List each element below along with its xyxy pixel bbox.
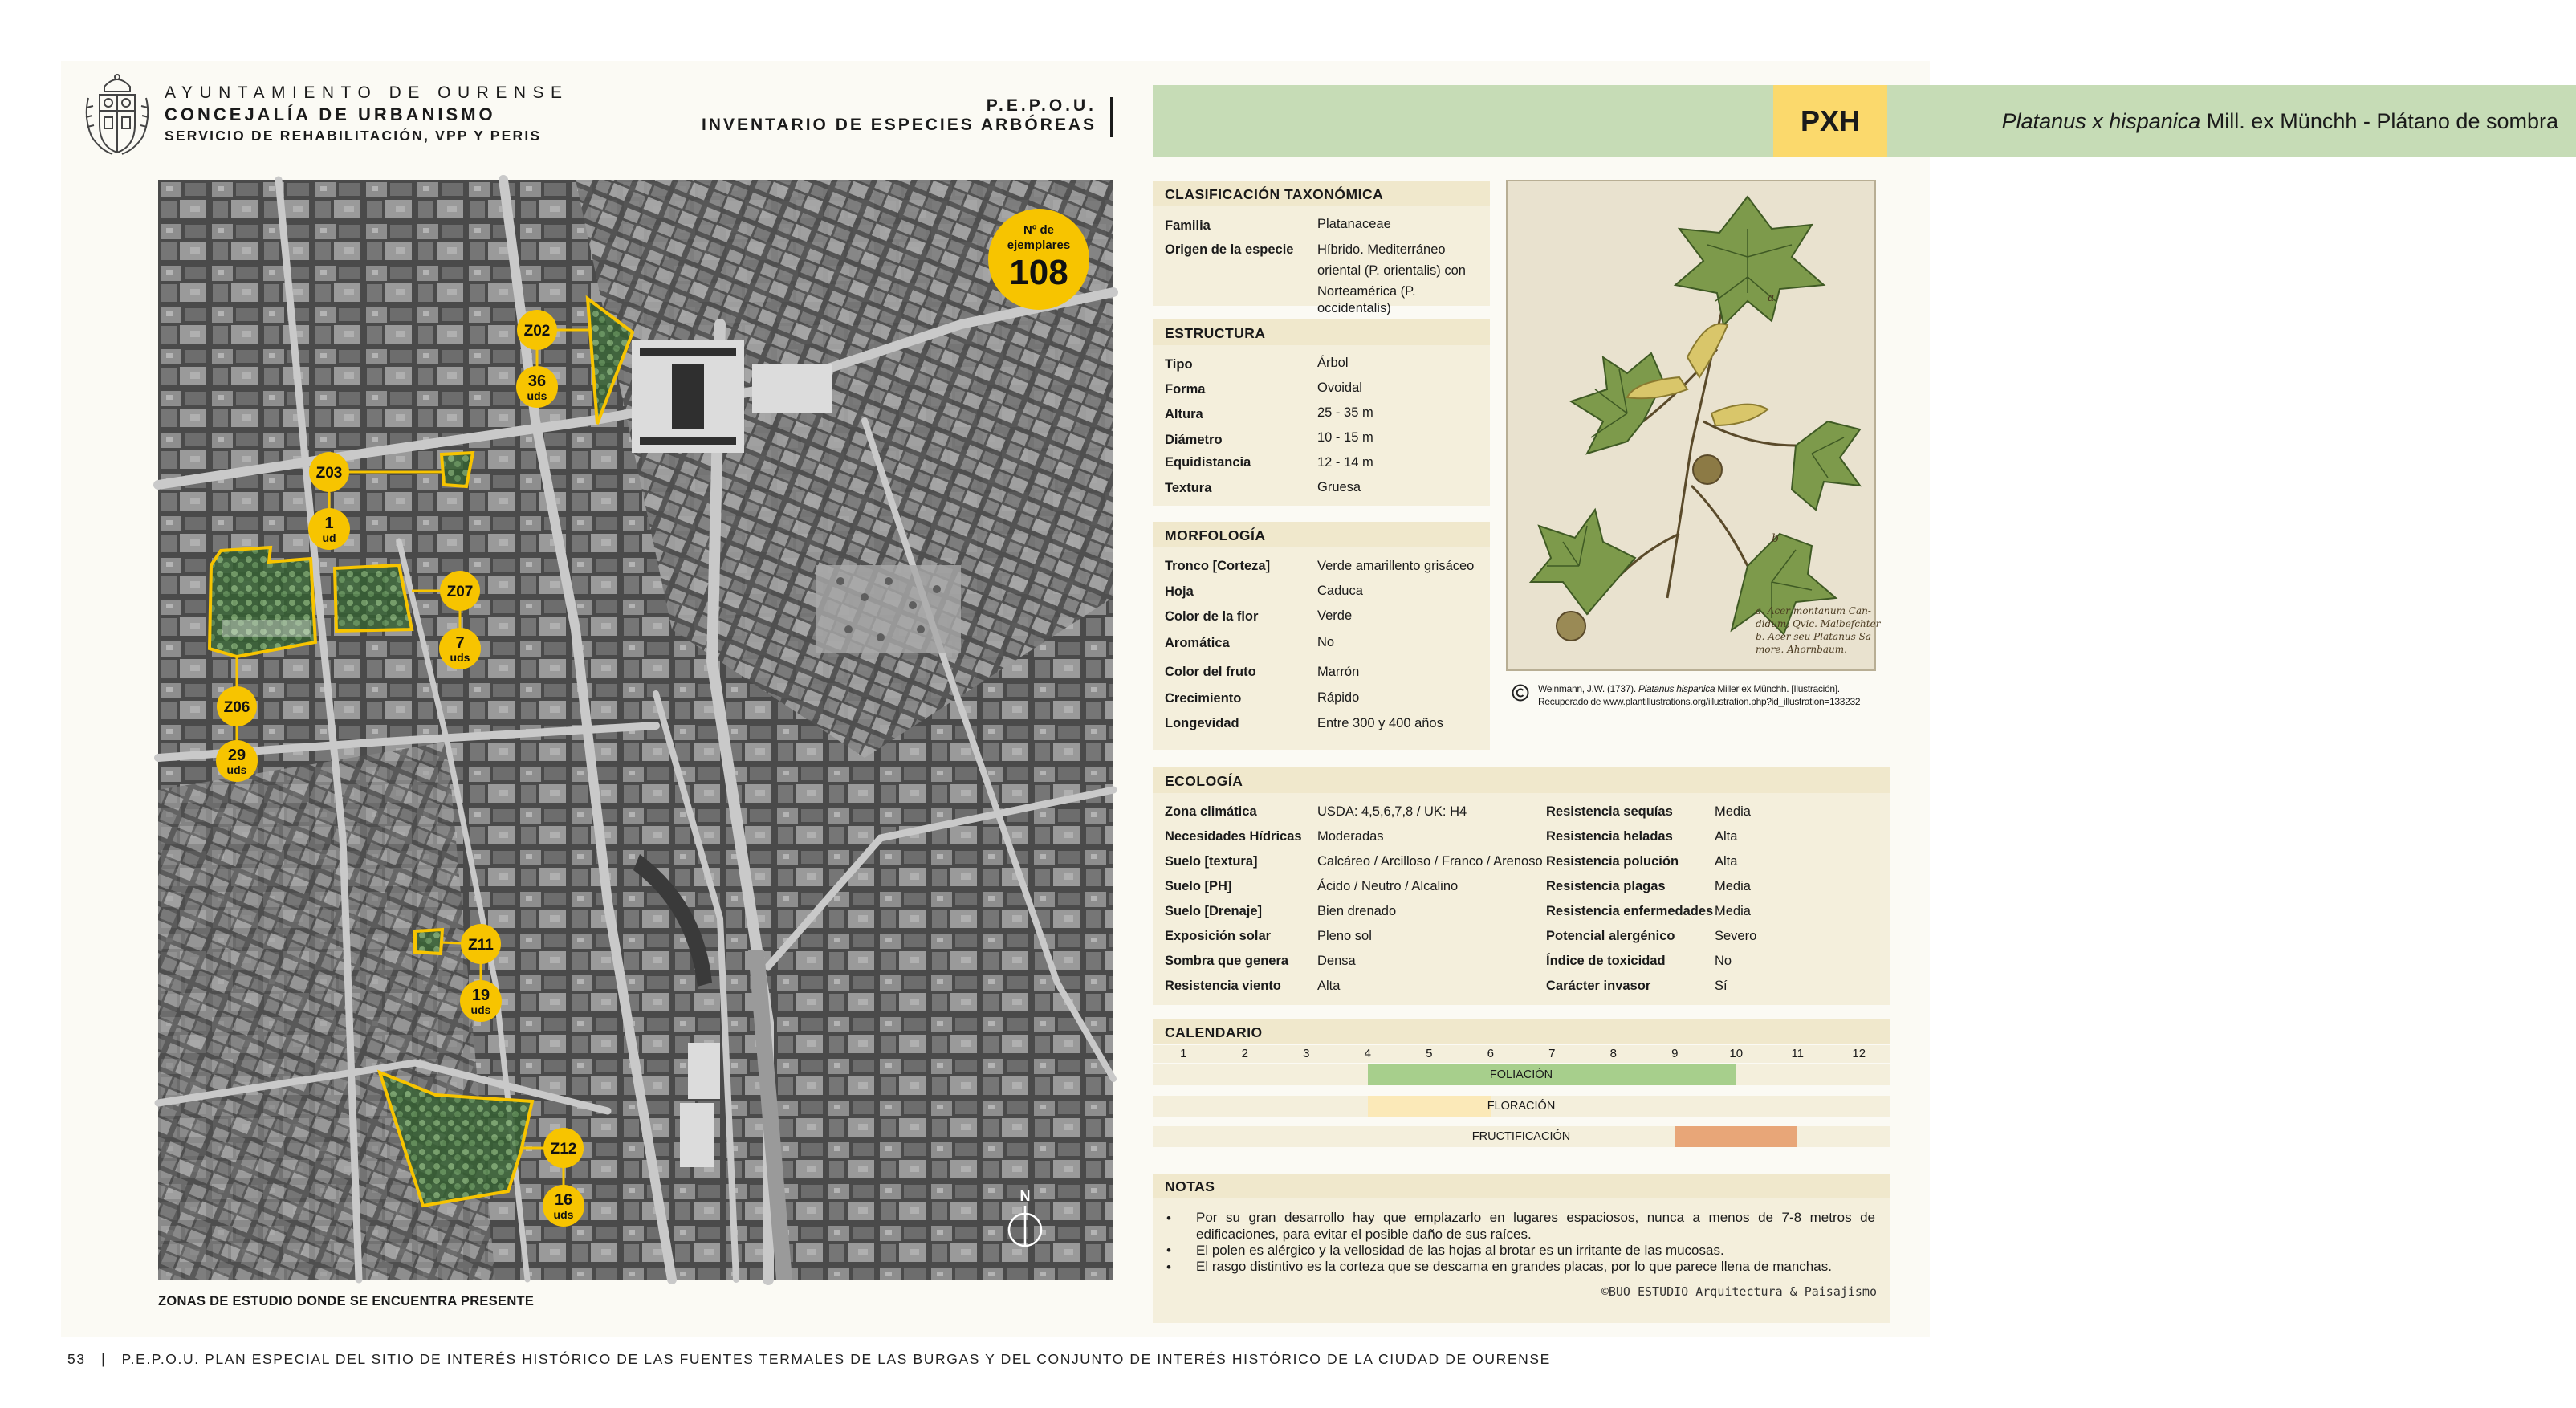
zone-badge-z03[interactable] — [309, 452, 349, 492]
ecologia-label: Carácter invasor — [1546, 979, 1651, 993]
ecologia-label: Exposición solar — [1165, 929, 1272, 943]
calendario-title: CALENDARIO — [1153, 1019, 1890, 1044]
ecologia-label: Resistencia viento — [1165, 979, 1281, 993]
zone-id: Z06 — [223, 699, 250, 716]
zone-polygon-z11[interactable] — [415, 930, 442, 954]
calendar-month: 1 — [1180, 1047, 1187, 1060]
morfologia-value: Caduca — [1317, 584, 1363, 598]
note-bullet: • — [1166, 1259, 1171, 1275]
plan-acronym: P.E.P.O.U. — [986, 96, 1097, 115]
zone-badge-z07[interactable] — [440, 571, 480, 611]
taxonomy-value: Híbrido. Mediterráneo — [1317, 242, 1446, 257]
morfologia-label: Color de la flor — [1165, 609, 1259, 624]
plate-inscription: didum, Qvic. Malbefchter — [1756, 618, 1881, 629]
ecologia-label: Zona climática — [1165, 804, 1257, 819]
calendar-month: 10 — [1729, 1047, 1744, 1060]
map-caption: ZONAS DE ESTUDIO DONDE SE ENCUENTRA PRESENTE — [158, 1294, 535, 1308]
zone-count-badge-z07 — [439, 628, 481, 669]
calendar-month: 4 — [1364, 1047, 1371, 1060]
zone-count-badge-z03 — [308, 508, 350, 550]
calendar-month: 6 — [1487, 1047, 1494, 1060]
footer-text: P.E.P.O.U. PLAN ESPECIAL DEL SITIO DE INTERÉS HISTÓRICO DE LAS FUENTES TERMALES DE LAS BURGAS Y DEL CONJUNTO DE INTERÉS HISTÓRICO DE LA CIUDAD DE OURENSE — [121, 1351, 1551, 1367]
ecologia-value: Ácido / Neutro / Alcalino — [1317, 879, 1459, 893]
calendar-month: 8 — [1609, 1047, 1617, 1060]
estructura-value: 25 - 35 m — [1317, 405, 1373, 420]
copyright-note: ©BUO ESTUDIO Arquitectura & Paisajismo — [1601, 1284, 1877, 1299]
ecologia-value: Alta — [1715, 854, 1738, 869]
note-item: El polen es alérgico y la vellosidad de las hojas al brotar es un irritante de las mucosas. — [1196, 1243, 1724, 1258]
header-divider — [1110, 97, 1113, 137]
estructura-label: Textura — [1165, 481, 1212, 495]
zone-polygon-z03[interactable] — [442, 453, 473, 486]
ecologia-value: Moderadas — [1317, 829, 1384, 844]
taxonomy-value: Platanaceae — [1317, 217, 1391, 231]
estructura-label: Altura — [1165, 407, 1203, 421]
ecologia-section — [1153, 767, 1890, 1005]
calendar-month: 9 — [1671, 1047, 1679, 1060]
zone-count: 1 — [324, 515, 334, 532]
total-count: 108 — [1009, 253, 1068, 292]
species-name — [2002, 85, 2558, 157]
ecologia-value: Media — [1715, 879, 1751, 893]
foliation-label: FOLIACIÓN — [1489, 1068, 1553, 1081]
calendar-month: 2 — [1241, 1047, 1248, 1060]
species-authority-common: Mill. ex Münchh - Plátano de sombra — [2200, 109, 2558, 133]
estructura-title: ESTRUCTURA — [1153, 319, 1490, 345]
estructura-value: 12 - 14 m — [1317, 455, 1373, 470]
morfologia-label: Longevidad — [1165, 716, 1239, 730]
estructura-label: Equidistancia — [1165, 455, 1251, 470]
taxonomy-value: Norteamérica (P. occidentalis) — [1317, 284, 1416, 316]
coat-of-arms-icon — [80, 69, 154, 159]
ecologia-label: Suelo [textura] — [1165, 854, 1258, 869]
ecologia-label: Resistencia polución — [1546, 854, 1679, 869]
count-label-line2: ejemplares — [1007, 238, 1071, 252]
ecologia-label: Potencial alergénico — [1546, 929, 1675, 943]
estructura-label: Diámetro — [1165, 433, 1223, 447]
fruiting-label: FRUCTIFICACIÓN — [1471, 1130, 1571, 1143]
ecologia-value: Pleno sol — [1317, 929, 1372, 943]
morfologia-label: Crecimiento — [1165, 691, 1242, 706]
zone-id: Z07 — [446, 584, 474, 600]
ecologia-value: Alta — [1715, 829, 1738, 844]
zone-badge-z12[interactable] — [543, 1128, 584, 1168]
zone-id: Z12 — [550, 1141, 577, 1158]
zone-count-badge-z02 — [516, 366, 558, 408]
note-item: El rasgo distintivo es la corteza que se descama en grandes placas, por lo que parece llena de manchas. — [1196, 1259, 1832, 1274]
ecologia-label: Sombra que genera — [1165, 954, 1289, 968]
illustration-credit — [1538, 683, 1860, 708]
ecologia-value: USDA: 4,5,6,7,8 / UK: H4 — [1317, 804, 1467, 819]
morfologia-value: Verde amarillento grisáceo — [1317, 559, 1475, 573]
botanical-illustration — [1507, 181, 1881, 670]
morfologia-label: Tronco [Corteza] — [1165, 559, 1271, 573]
zone-id: Z02 — [523, 323, 551, 340]
ecologia-value: Media — [1715, 804, 1751, 819]
credit-title: Platanus hispanica — [1638, 683, 1715, 694]
estructura-value: Árbol — [1317, 356, 1349, 370]
morfologia-value: Rápido — [1317, 690, 1360, 705]
estructura-value: 10 - 15 m — [1317, 430, 1373, 445]
zone-unit: ud — [322, 531, 336, 544]
note-bullet: • — [1166, 1243, 1171, 1258]
page-number: 53 — [67, 1351, 86, 1367]
zone-count-badge-z06 — [216, 740, 258, 782]
zone-count: 29 — [227, 747, 246, 764]
notas-title: NOTAS — [1153, 1174, 1890, 1198]
zone-badge-z06[interactable] — [217, 686, 257, 726]
ecologia-label: Resistencia sequías — [1546, 804, 1673, 819]
zone-count: 36 — [527, 372, 547, 390]
ecologia-value: Densa — [1317, 954, 1356, 968]
zone-polygon-z07[interactable] — [335, 565, 412, 631]
calendar-month-band — [1153, 1045, 1890, 1063]
zone-id: Z03 — [315, 465, 343, 482]
service-name: SERVICIO DE REHABILITACIÓN, VPP Y PERIS — [165, 128, 542, 144]
ecologia-label: Necesidades Hídricas — [1165, 829, 1302, 844]
plate-inscription: b. Acer seu Platanus Sa- — [1756, 631, 1875, 642]
calendar-month: 5 — [1426, 1047, 1433, 1060]
north-label: N — [1019, 1188, 1031, 1204]
estructura-label: Tipo — [1165, 357, 1193, 372]
page-footer — [67, 1351, 1551, 1368]
credit-rest: Miller ex Münchh. [Ilustración]. — [1715, 683, 1840, 694]
species-scientific-name: Platanus x hispanica — [2001, 109, 2201, 133]
zone-badge-z11[interactable] — [461, 924, 501, 964]
estructura-section — [1153, 319, 1490, 506]
department-name: CONCEJALÍA DE URBANISMO — [165, 104, 496, 125]
calendar-month: 7 — [1548, 1047, 1556, 1060]
ecologia-value: Severo — [1715, 929, 1757, 943]
morfologia-value: No — [1317, 635, 1335, 649]
zone-polygon-z06[interactable] — [210, 547, 315, 657]
ecologia-value: Alta — [1317, 979, 1341, 993]
calendar-month: 3 — [1303, 1047, 1310, 1060]
morfologia-label: Aromática — [1165, 636, 1230, 650]
ecologia-value: Media — [1715, 904, 1751, 918]
credit-author: Weinmann, J.W. (1737). — [1538, 683, 1638, 694]
zone-badge-z02[interactable] — [517, 310, 557, 350]
header-document — [702, 96, 1097, 135]
municipality-name: AYUNTAMIENTO DE OURENSE — [165, 83, 569, 102]
plate-inscription: a. Acer montanum Can- — [1756, 605, 1871, 617]
document-title: INVENTARIO DE ESPECIES ARBÓREAS — [701, 116, 1097, 135]
ecologia-title: ECOLOGÍA — [1153, 767, 1890, 793]
zone-unit: uds — [553, 1208, 574, 1221]
morfologia-title: MORFOLOGÍA — [1153, 522, 1490, 547]
ecologia-label: Suelo [Drenaje] — [1165, 904, 1263, 918]
morfologia-label: Color del fruto — [1165, 665, 1256, 679]
zone-unit: uds — [450, 651, 470, 664]
calendar-month: 12 — [1852, 1047, 1866, 1060]
taxonomy-label: Familia — [1165, 218, 1211, 233]
ecologia-value: Calcáreo / Arcilloso / Franco / Arenoso — [1317, 854, 1543, 869]
plate-letter: a — [1768, 291, 1775, 304]
ecologia-label: Suelo [PH] — [1165, 879, 1232, 893]
aerial-map — [158, 180, 1113, 1280]
taxonomy-value: oriental (P. orientalis) con — [1317, 263, 1466, 278]
note-bullet: • — [1166, 1211, 1171, 1226]
note-item: Por su gran desarrollo hay que emplazarlo en lugares espaciosos, nunca a menos de 7-8 metros de edificaciones, para evitar el posible daño de sus raíces. — [1196, 1210, 1875, 1242]
ecologia-value: No — [1715, 954, 1732, 968]
zone-count: 19 — [471, 987, 490, 1004]
calendar-month: 11 — [1791, 1047, 1805, 1060]
morfologia-value: Marrón — [1317, 665, 1360, 679]
credit-line-2: Recuperado de www.plantillustrations.org/illustration.php?id_illustration=133232 — [1538, 695, 1861, 707]
ecologia-value: Bien drenado — [1317, 904, 1397, 918]
ecologia-value: Sí — [1715, 979, 1728, 993]
morfologia-label: Hoja — [1165, 584, 1194, 599]
taxonomy-label: Origen de la especie — [1165, 242, 1294, 257]
plate-letter: b — [1772, 532, 1779, 545]
zone-unit: uds — [470, 1003, 491, 1016]
taxonomy-section — [1153, 181, 1490, 316]
zone-id: Z11 — [468, 937, 494, 954]
zone-count-badge-z11 — [460, 980, 502, 1022]
estructura-label: Forma — [1165, 382, 1206, 397]
count-label-line1: Nº de — [1023, 223, 1054, 237]
ecologia-label: Resistencia plagas — [1546, 879, 1666, 893]
species-code: PXH — [1773, 85, 1887, 157]
ecologia-label: Índice de toxicidad — [1546, 954, 1666, 968]
estructura-value: Gruesa — [1317, 480, 1361, 494]
ecologia-label: Resistencia enfermedades — [1546, 904, 1714, 918]
zone-unit: uds — [226, 763, 247, 776]
taxonomy-title: CLASIFICACIÓN TAXONÓMICA — [1153, 181, 1490, 206]
morfologia-value: Entre 300 y 400 años — [1317, 716, 1443, 730]
zone-count: 16 — [554, 1191, 573, 1209]
copyright-icon — [1512, 684, 1529, 702]
zone-unit: uds — [527, 389, 547, 402]
footer-separator: | — [101, 1351, 107, 1367]
calendario-section — [1153, 1019, 1890, 1044]
zone-count-badge-z12 — [543, 1185, 584, 1227]
ecologia-label: Resistencia heladas — [1546, 829, 1673, 844]
morfologia-section — [1153, 522, 1490, 750]
flowering-label: FLORACIÓN — [1487, 1100, 1556, 1113]
estructura-value: Ovoidal — [1317, 380, 1362, 395]
zone-count: 7 — [455, 634, 465, 652]
total-count-badge — [988, 209, 1089, 310]
header-institution — [165, 83, 569, 144]
credit-line-1 — [1538, 683, 1860, 696]
plate-inscription: more. Ahornbaum. — [1756, 644, 1847, 655]
morfologia-value: Verde — [1317, 608, 1353, 623]
